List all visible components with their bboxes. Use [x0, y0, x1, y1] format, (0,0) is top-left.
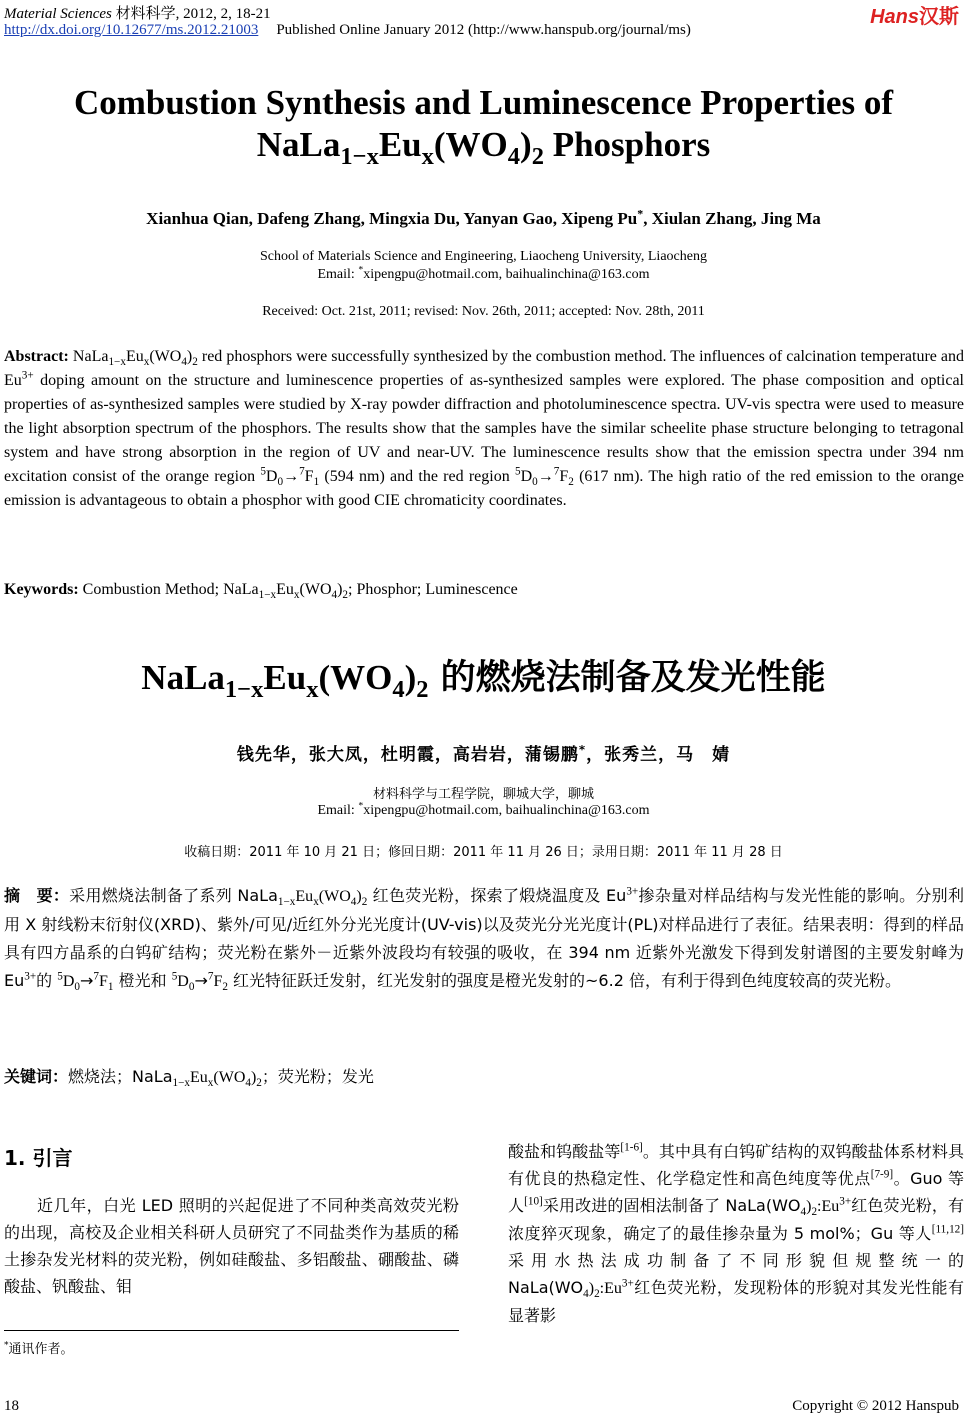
email-cn: Email: *xipengpu@hotmail.com, baihualinchina@163.com — [317, 800, 650, 818]
authors-cn: 钱先华，张大凤，杜明霞，高岩岩，蒲锡鹏*，张秀兰，马 婧 — [236, 742, 731, 765]
title-cn: $NaLa_{1-x}Eu_x(WO_4)_2$ 的燃烧法制备及发光性能 — [141, 658, 826, 703]
title-en-line2: $NaLa_{1-x}Eu_x(WO_4)_2$ Phosphors — [256, 125, 711, 170]
title-en-line1: Combustion Synthesis and Luminescence Properties of — [74, 83, 893, 122]
email-en: Email: *xipengpu@hotmail.com, baihualinchina@163.com — [317, 264, 650, 282]
hanspub-logo — [870, 0, 959, 29]
page-number: 18 — [4, 1398, 19, 1414]
footnote-divider — [4, 1330, 459, 1331]
received-cn: 收稿日期：2011 年 10 月 21 日；修回日期：2011 年 11 月 26 日；录用日期：2011 年 11 月 28 日 — [184, 845, 783, 860]
journal-name-cn: 材料科学 — [115, 6, 176, 22]
journal-name: Material Sciences — [4, 6, 112, 22]
affiliation-en: School of Materials Science and Engineering, Liaocheng University, Liaocheng — [260, 249, 707, 264]
published-online: Published Online January 2012 (http://www.hanspub.org/journal/ms) — [276, 22, 691, 38]
intro-right-column: 酸盐和钨酸盐等[1-6]。其中具有白钨矿结构的双钨酸盐体系材料具有优良的热稳定性、化学稳定性和高色纯度等优点[7-9]。Guo 等人[10]采用改进的固相法制备了 $NaLa(WO_4)_2:Eu^{3+}$红色荧光粉，有浓度猝灭现象，确定了的最佳掺杂量为 5 mol%；Gu 等人[11,12]采用水热法成功制备了不同形貌但规整统一的 $NaLa(WO_4)_2:Eu^{3+}$红色荧光粉，发现粉体的形貌对其发光性能有显著影 — [508, 1141, 964, 1325]
authors-en: Xianhua Qian, Dafeng Zhang, Mingxia Du, Yanyan Gao, Xipeng Pu*, Xiulan Zhang, Jing Ma — [146, 206, 821, 228]
doi-line — [4, 22, 691, 39]
logo-text-cn: 汉斯 — [919, 6, 959, 28]
keywords-en: Keywords: Combustion Method; $NaLa_{1-x}Eu_x(WO_4)_2$; Phosphor; Luminescence — [4, 581, 518, 602]
abstract-cn-label: 摘 要： — [4, 886, 70, 905]
keywords-cn-label: 关键词： — [4, 1067, 69, 1086]
abstract-cn: 摘 要：采用燃烧法制备了系列 $NaLa_{1-x}Eu_x(WO_4)_2$ 红色荧光粉，探索了煅烧温度及 $Eu^{3+}$掺杂量对样品结构与发光性能的影响。分别利用 X 射线粉末衍射仪(XRD)、紫外/可见/近红外分光光度计(UV-vis)以及荧光分光光度计(PL)对样品进行了表征。结果表明：得到的样品具有四方晶系的白钨矿结构；荧光粉在紫外－近紫外波段均有较强的吸收，在 394 nm 近紫外光激发下得到发射谱图的主要发射峰为 $Eu^{3+}$的 $^5D_0\to^7F_1$ 橙光和 $^5D_0\to^7F_2$ 红光特征跃迁发射，红光发射的强度是橙光发射的~6.2 倍，有利于得到色纯度较高的荧光粉。 — [4, 885, 964, 994]
keywords-cn: 关键词：燃烧法；$NaLa_{1-x}Eu_x(WO_4)_2$；荧光粉；发光 — [4, 1067, 374, 1090]
intro-left-column: 近几年，白光 LED 照明的兴起促进了不同种类高效荧光粉的出现，高校及企业相关科研人员研究了不同盐类作为基质的稀土掺杂发光材料的荧光粉，例如硅酸盐、多铝酸盐、硼酸盐、磷酸盐、钒酸盐、钼 — [4, 1196, 459, 1296]
title-en — [0, 82, 967, 170]
journal-header — [4, 2, 271, 23]
copyright: Copyright © 2012 Hanspub — [792, 1398, 959, 1414]
footnote: *通讯作者。 — [4, 1340, 74, 1357]
logo-text: Hans — [870, 6, 919, 28]
affiliation-cn: 材料科学与工程学院，聊城大学，聊城 — [372, 787, 594, 802]
doi-link[interactable]: http://dx.doi.org/10.12677/ms.2012.21003 — [4, 22, 259, 38]
keywords-label: Keywords: — [4, 581, 79, 598]
volume-info: , 2012, 2, 18-21 — [175, 6, 271, 22]
abstract-en: Abstract: $NaLa_{1-x}Eu_x(WO_4)_2$ red phosphors were successfully synthesized by the combustion method. The influences of calcination temperature and $Eu^{3+}$ doping amount on the structure and luminescence properties of as-synthesized samples were explored. The phase composition and optical properties of as-synthesized samples were studied by X-ray powder diffraction and photoluminescence spectra. UV-vis spectra were used to measure the light absorption spectrum of the phosphors. The results show that the samples have the similar scheelite phase structure belonging to tetragonal system and have strong absorption in the region of UV and near-UV. The luminescence results show that the emission spectra under 394 nm excitation consist of the orange region $^5D_0\to^7F_1$ (594 nm) and the red region $^5D_0\to^7F_2$ (617 nm). The high ratio of the red emission to the orange emission is advantageous to obtain a phosphor with good CIE chromaticity coordinates. — [4, 348, 965, 509]
received-en: Received: Oct. 21st, 2011; revised: Nov. 26th, 2011; accepted: Nov. 28th, 2011 — [262, 304, 705, 319]
section-title-introduction: 1. 引言 — [4, 1146, 73, 1170]
abstract-label: Abstract: — [4, 348, 69, 365]
